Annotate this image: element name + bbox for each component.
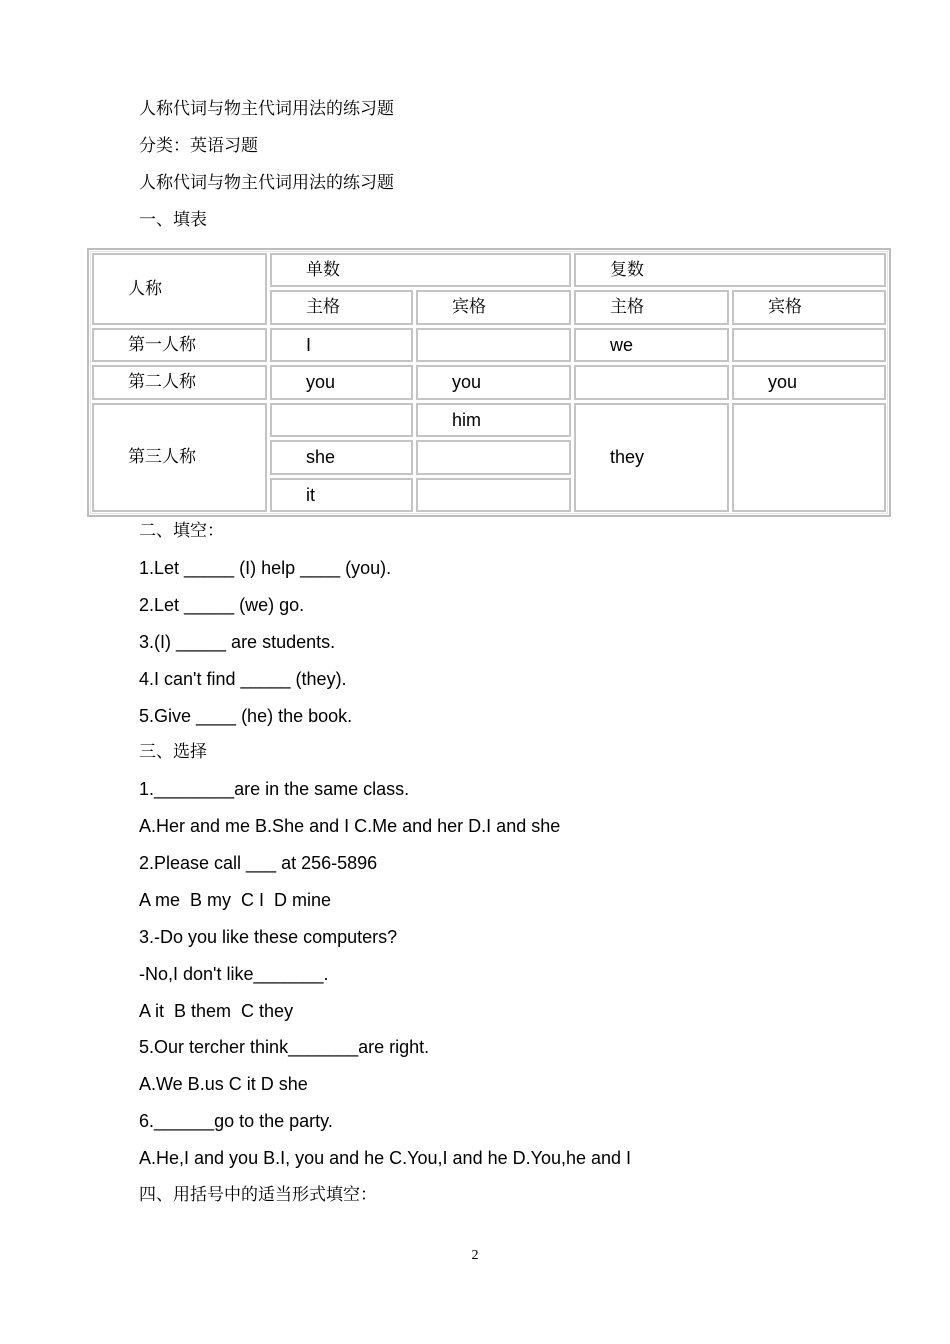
section-1-heading: 一、填表 — [139, 210, 207, 230]
choice-options: A me B my C I D mine — [139, 890, 332, 910]
row-label-first: 第一人称 — [92, 328, 267, 362]
choice-question: 2.Please call ___ at 256-5896 — [139, 853, 378, 873]
choice-question: 6.______go to the party. — [139, 1111, 333, 1131]
cell-third-plu-subj: they — [574, 403, 729, 512]
pronoun-table — [87, 248, 891, 517]
cell-first-sing-subj: I — [270, 328, 413, 362]
choice-question: 5.Our tercher think_______are right. — [139, 1037, 430, 1057]
cell-second-sing-subj: you — [270, 365, 413, 399]
header-plural-subject: 主格 — [574, 290, 729, 324]
cell-first-plu-obj — [732, 328, 886, 362]
cell-third-he-obj: him — [416, 403, 571, 437]
choice-options: A it B them C they — [139, 1001, 294, 1021]
category: 分类：英语习题 — [139, 136, 258, 156]
cell-second-plu-subj — [574, 365, 729, 399]
section-2-heading: 二、填空： — [139, 521, 224, 541]
fill-item: 2.Let _____ (we) go. — [139, 595, 305, 615]
title: 人称代词与物主代词用法的练习题 — [139, 99, 394, 119]
fill-item: 4.I can't find _____ (they). — [139, 669, 347, 689]
cell-third-she-subj: she — [270, 440, 413, 474]
section-4-heading: 四、用括号中的适当形式填空： — [139, 1185, 377, 1205]
choice-question: -No,I don't like_______. — [139, 964, 329, 984]
cell-first-sing-obj — [416, 328, 571, 362]
header-singular-subject: 主格 — [270, 290, 413, 324]
header-singular: 单数 — [270, 253, 571, 287]
subtitle: 人称代词与物主代词用法的练习题 — [139, 173, 394, 193]
row-third-person-he — [92, 403, 886, 437]
section-3-heading: 三、选择 — [139, 742, 207, 762]
cell-third-he-subj — [270, 403, 413, 437]
cell-second-plu-obj: you — [732, 365, 886, 399]
cell-third-she-obj — [416, 440, 571, 474]
page-number: 2 — [471, 1248, 479, 1263]
header-person: 人称 — [92, 253, 267, 325]
row-label-second: 第二人称 — [92, 365, 267, 399]
row-label-third: 第三人称 — [92, 403, 267, 512]
row-first-person — [92, 328, 886, 362]
cell-third-plu-obj — [732, 403, 886, 512]
fill-item: 1.Let _____ (I) help ____ (you). — [139, 558, 392, 578]
fill-item: 3.(I) _____ are students. — [139, 632, 336, 652]
cell-first-plu-subj: we — [574, 328, 729, 362]
choice-options: A.Her and me B.She and I C.Me and her D.I and she — [139, 816, 561, 836]
fill-item: 5.Give ____ (he) the book. — [139, 706, 353, 726]
cell-third-it-obj — [416, 478, 571, 512]
choice-options: A.We B.us C it D she — [139, 1074, 308, 1094]
header-singular-object: 宾格 — [416, 290, 571, 324]
choice-question: 3.-Do you like these computers? — [139, 927, 398, 947]
cell-second-sing-obj: you — [416, 365, 571, 399]
header-plural: 复数 — [574, 253, 886, 287]
header-plural-object: 宾格 — [732, 290, 886, 324]
choice-options: A.He,I and you B.I, you and he C.You,I and he D.You,he and I — [139, 1148, 632, 1168]
choice-question: 1.________are in the same class. — [139, 779, 410, 799]
row-second-person — [92, 365, 886, 399]
cell-third-it-subj: it — [270, 478, 413, 512]
